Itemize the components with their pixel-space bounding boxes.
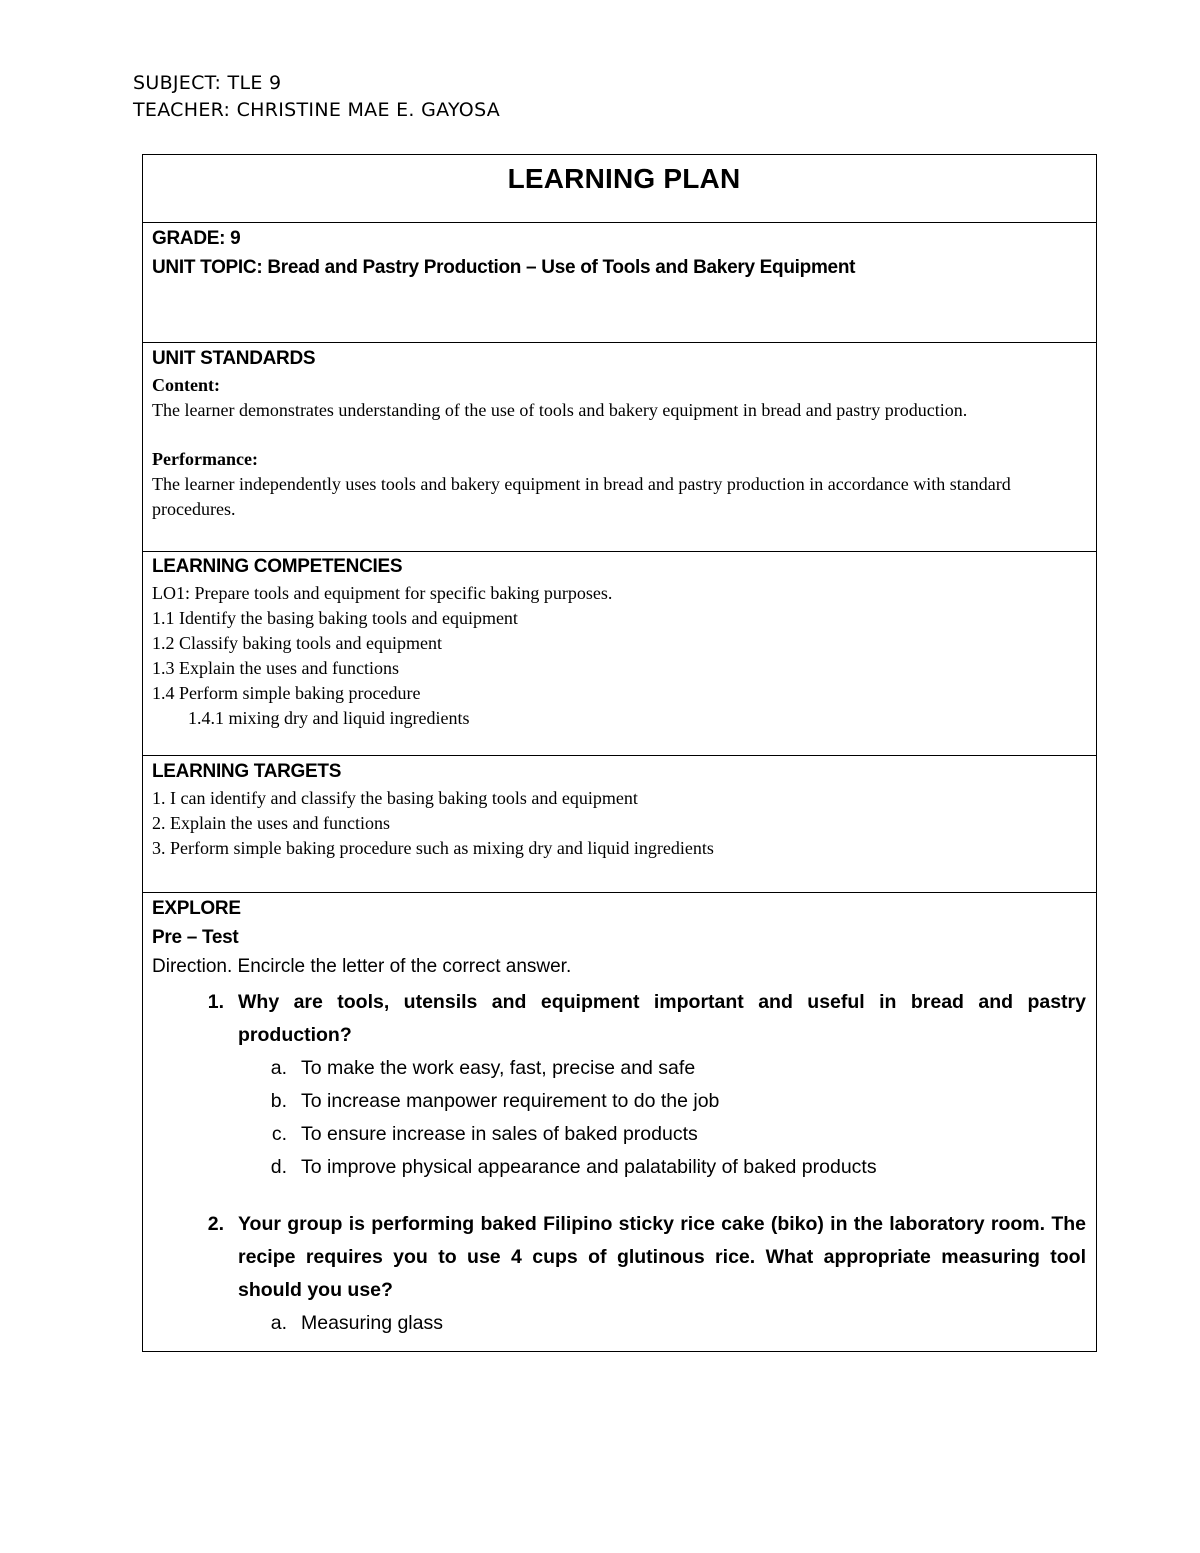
learning-targets-cell: [143, 756, 1097, 893]
performance-text: The learner independently uses tools and bakery equipment in bread and pastry production in accordance with standard procedures.: [152, 474, 1011, 519]
option-letter: d.: [270, 1156, 287, 1178]
option-item: [152, 1085, 1096, 1118]
competency-subitem: 1.4.1 mixing dry and liquid ingredients: [188, 708, 470, 728]
direction-text: Direction. Encircle the letter of the correct answer.: [152, 956, 572, 977]
competency-item: 1.1 Identify the basing baking tools and equipment: [152, 608, 518, 628]
competency-item: 1.4 Perform simple baking procedure: [152, 683, 421, 703]
option-item: [152, 1052, 1096, 1085]
target-item: 1. I can identify and classify the basing baking tools and equipment: [152, 788, 638, 808]
option-text: To ensure increase in sales of baked products: [301, 1123, 698, 1145]
option-text: To increase manpower requirement to do the job: [301, 1090, 720, 1112]
question-number: 1.: [207, 991, 224, 1013]
target-item: 3. Perform simple baking procedure such as mixing dry and liquid ingredients: [152, 838, 714, 858]
question-text: Why are tools, utensils and equipment important and useful in bread and pastry production?: [238, 991, 1086, 1046]
option-letter: a.: [270, 1312, 287, 1334]
document-header: [133, 70, 500, 124]
question-2: [152, 1208, 1096, 1307]
option-letter: c.: [271, 1123, 287, 1145]
unit-standards-cell: [143, 343, 1097, 552]
question-number: 2.: [207, 1213, 224, 1235]
plan-title: LEARNING PLAN: [507, 163, 741, 194]
grade-label: GRADE: 9: [152, 228, 241, 249]
teacher-line: TEACHER: CHRISTINE MAE E. GAYOSA: [133, 99, 501, 121]
option-item: [152, 1118, 1096, 1151]
unit-standards-heading: UNIT STANDARDS: [152, 348, 316, 369]
unit-topic: UNIT TOPIC: Bread and Pastry Production – Use of Tools and Bakery Equipment: [152, 257, 856, 278]
question-1: [152, 986, 1096, 1052]
option-item: [152, 1307, 1096, 1340]
competency-item: LO1: Prepare tools and equipment for specific baking purposes.: [152, 583, 613, 603]
competency-item: 1.2 Classify baking tools and equipment: [152, 633, 442, 653]
subject-line: SUBJECT: TLE 9: [133, 72, 282, 94]
learning-plan-table: [142, 154, 1097, 1352]
content-label: Content:: [152, 375, 220, 395]
title-cell: [143, 155, 1097, 223]
grade-topic-cell: [143, 223, 1097, 343]
performance-label: Performance:: [152, 449, 258, 469]
target-item: 2. Explain the uses and functions: [152, 813, 390, 833]
learning-competencies-cell: [143, 552, 1097, 756]
explore-heading: EXPLORE: [152, 898, 241, 919]
learning-competencies-heading: LEARNING COMPETENCIES: [152, 556, 403, 577]
content-text: The learner demonstrates understanding of the use of tools and bakery equipment in bread and pastry production.: [152, 400, 968, 420]
option-letter: b.: [270, 1090, 287, 1112]
competency-item: 1.3 Explain the uses and functions: [152, 658, 399, 678]
option-text: Measuring glass: [301, 1312, 443, 1334]
question-text: Your group is performing baked Filipino sticky rice cake (biko) in the laboratory room. The recipe requires you to use 4 cups of glutinous rice. What appropriate measuring tool should you use?: [238, 1213, 1086, 1301]
option-letter: a.: [270, 1057, 287, 1079]
pretest-heading: Pre – Test: [152, 927, 239, 948]
option-text: To improve physical appearance and palatability of baked products: [301, 1156, 877, 1178]
option-item: [152, 1151, 1096, 1184]
learning-targets-heading: LEARNING TARGETS: [152, 761, 342, 782]
option-text: To make the work easy, fast, precise and safe: [301, 1057, 696, 1079]
explore-cell: [143, 893, 1097, 1352]
